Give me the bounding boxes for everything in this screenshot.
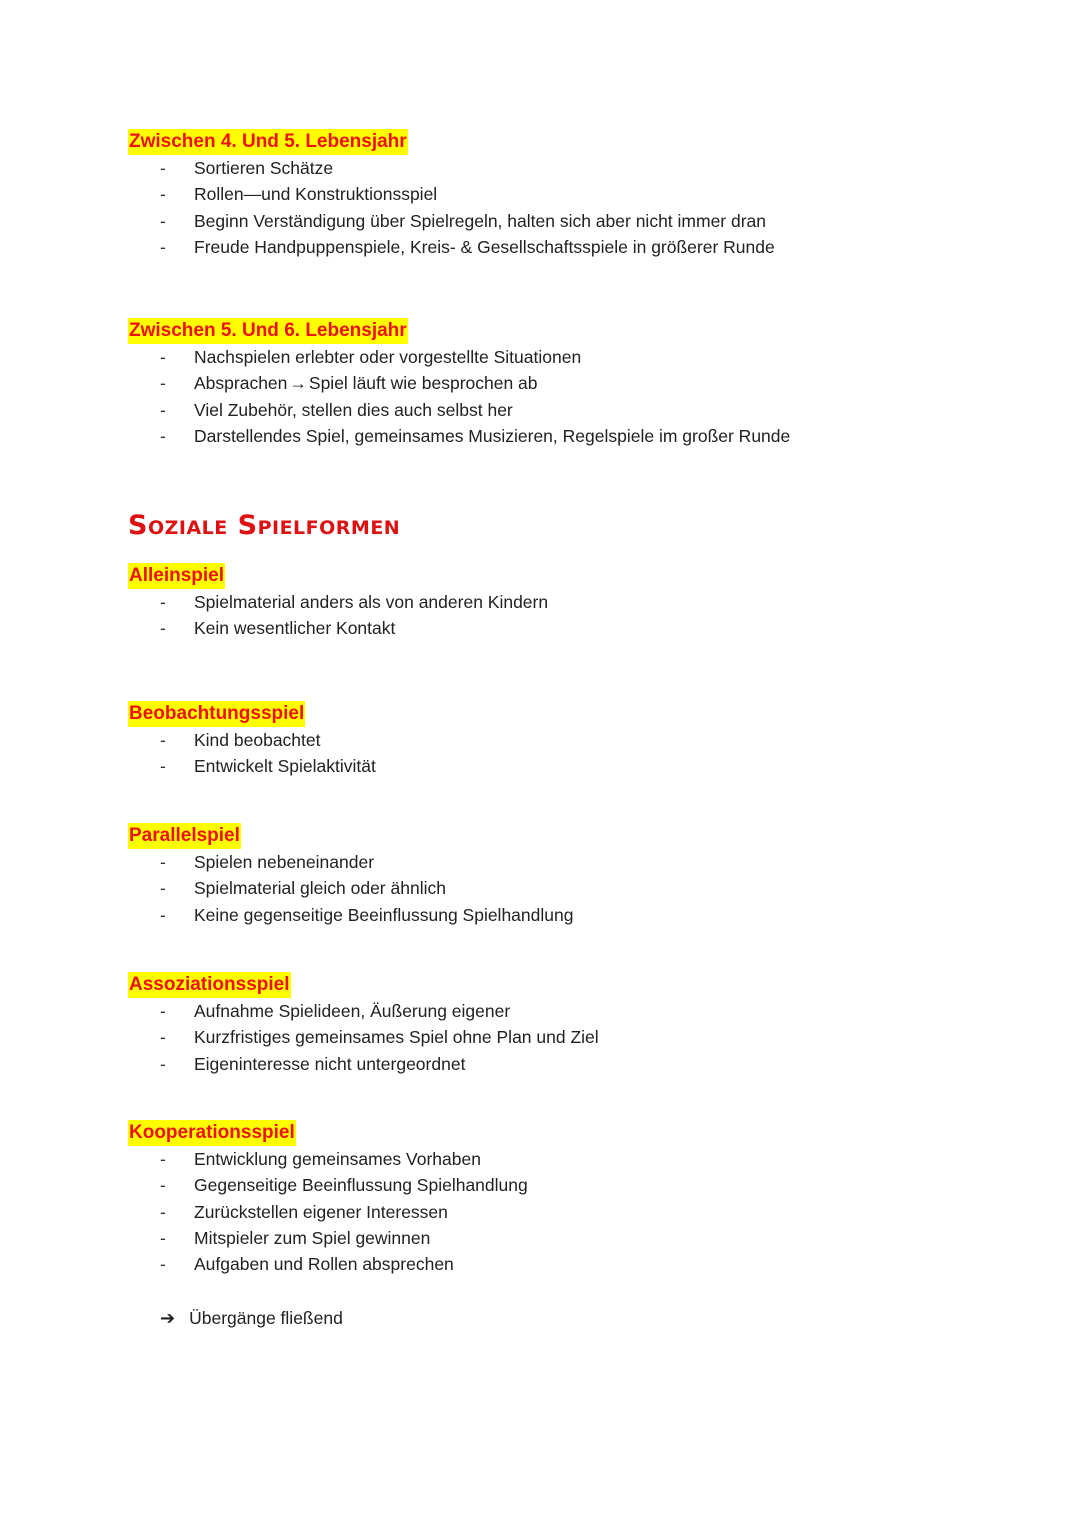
list-item-text: Viel Zubehör, stellen dies auch selbst her: [194, 399, 513, 420]
list-item-text: Keine gegenseitige Beeinflussung Spielhandlung: [194, 904, 574, 925]
list-item-text: Kurzfristiges gemeinsames Spiel ohne Plan und Ziel: [194, 1027, 599, 1048]
list-item-text: Aufnahme Spielideen, Äußerung eigener: [194, 1001, 511, 1021]
group-heading: Zwischen 5. Und 6. Lebensjahr: [128, 318, 408, 344]
dash-bullet: -: [160, 1027, 166, 1048]
group-beobachtungsspiel: [128, 701, 376, 780]
list-item: [128, 181, 775, 207]
dash-bullet: -: [160, 158, 166, 178]
dash-bullet: -: [160, 210, 166, 231]
dash-bullet: -: [160, 756, 166, 777]
list-item: [128, 589, 548, 615]
group-kooperationsspiel: [128, 1120, 528, 1277]
dash-bullet: -: [160, 730, 166, 750]
list-item-text: Kind beobachtet: [194, 730, 321, 750]
group-age-4-5: [128, 129, 775, 260]
group-heading: Assoziationsspiel: [128, 972, 291, 998]
dash-bullet: -: [160, 618, 166, 639]
group-heading: Zwischen 4. Und 5. Lebensjahr: [128, 129, 408, 155]
dash-bullet: -: [160, 1149, 166, 1169]
list-item: [128, 1146, 528, 1172]
list-item-text: Spielmaterial anders als von anderen Kindern: [194, 592, 549, 612]
list-item-text: Absprachen: [194, 373, 288, 394]
dash-bullet: -: [160, 347, 166, 367]
list-item-text: Freude Handpuppenspiele, Kreis- & Gesellschaftsspiele in größerer Runde: [194, 236, 775, 257]
dash-bullet: -: [160, 878, 166, 899]
bullet-list: [128, 1146, 528, 1277]
list-item-text: Gegenseitige Beeinflussung Spielhandlung: [194, 1175, 528, 1196]
bullet-list: [128, 998, 599, 1077]
list-item: [128, 849, 573, 875]
list-item: [128, 902, 573, 928]
list-item: [128, 875, 573, 901]
list-item-text: Entwickelt Spielaktivität: [194, 756, 376, 777]
list-item: [128, 1199, 528, 1225]
dash-bullet: -: [160, 852, 166, 872]
group-heading: Alleinspiel: [128, 563, 225, 589]
list-item: [128, 344, 790, 370]
list-item: [128, 397, 790, 423]
dash-bullet: -: [160, 1201, 166, 1222]
list-item: [128, 1172, 528, 1198]
list-item: [128, 1225, 528, 1251]
list-item-text: Sortieren Schätze: [194, 158, 334, 178]
list-item: [128, 615, 548, 641]
list-item-text: Beginn Verständigung über Spielregeln, halten sich aber nicht immer dran: [194, 210, 767, 231]
list-item: [128, 998, 599, 1024]
dash-bullet: -: [160, 1001, 166, 1021]
list-item-text: Mitspieler zum Spiel gewinnen: [194, 1227, 431, 1248]
list-item: [128, 753, 376, 779]
list-item-text: Kein wesentlicher Kontakt: [194, 618, 396, 639]
list-item-text: Aufgaben und Rollen absprechen: [194, 1254, 454, 1275]
list-item-text: Spiel läuft wie besprochen ab: [308, 373, 538, 394]
list-item: [128, 1051, 599, 1077]
dash-bullet: -: [160, 184, 166, 205]
dash-bullet: -: [160, 236, 166, 257]
conclusion-text: Übergänge fließend: [189, 1308, 343, 1328]
arrow-right-icon: →: [289, 373, 307, 394]
list-item-text: Rollen—und Konstruktionsspiel: [194, 184, 438, 205]
arrow-right-icon: ➔: [160, 1308, 176, 1328]
dash-bullet: -: [160, 1227, 166, 1248]
list-item: [128, 727, 376, 753]
list-item-text: Zurückstellen eigener Interessen: [194, 1201, 448, 1222]
dash-bullet: -: [160, 1175, 166, 1196]
group-parallelspiel: [128, 823, 573, 928]
group-alleinspiel: [128, 563, 548, 642]
bullet-list: [128, 849, 573, 928]
bullet-list: [128, 344, 790, 449]
list-item-text: Spielen nebeneinander: [194, 852, 375, 872]
dash-bullet: -: [160, 1053, 166, 1074]
bullet-list: [128, 727, 376, 780]
list-item: [128, 1251, 528, 1277]
dash-bullet: -: [160, 425, 166, 446]
group-heading: Parallelspiel: [128, 823, 241, 849]
list-item: [128, 370, 790, 396]
conclusion-line: [160, 1305, 343, 1331]
list-item-text: Eigeninteresse nicht untergeordnet: [194, 1053, 466, 1074]
section-title: Soziale Spielformen: [128, 510, 401, 541]
group-assoziationsspiel: [128, 972, 599, 1077]
group-heading: Beobachtungsspiel: [128, 701, 305, 727]
dash-bullet: -: [160, 904, 166, 925]
list-item-text: Nachspielen erlebter oder vorgestellte Situationen: [194, 347, 582, 367]
dash-bullet: -: [160, 399, 166, 420]
list-item: [128, 208, 775, 234]
group-heading: Kooperationsspiel: [128, 1120, 296, 1146]
list-item-text: Entwicklung gemeinsames Vorhaben: [194, 1149, 481, 1169]
list-item: [128, 1024, 599, 1050]
dash-bullet: -: [160, 373, 166, 394]
dash-bullet: -: [160, 1254, 166, 1275]
list-item: [128, 234, 775, 260]
dash-bullet: -: [160, 592, 166, 612]
bullet-list: [128, 589, 548, 642]
group-age-5-6: [128, 318, 790, 449]
list-item: [128, 423, 790, 449]
bullet-list: [128, 155, 775, 260]
list-item-text: Darstellendes Spiel, gemeinsames Musizieren, Regelspiele im großer Runde: [194, 425, 791, 446]
list-item-text: Spielmaterial gleich oder ähnlich: [194, 878, 446, 899]
list-item: [128, 155, 775, 181]
